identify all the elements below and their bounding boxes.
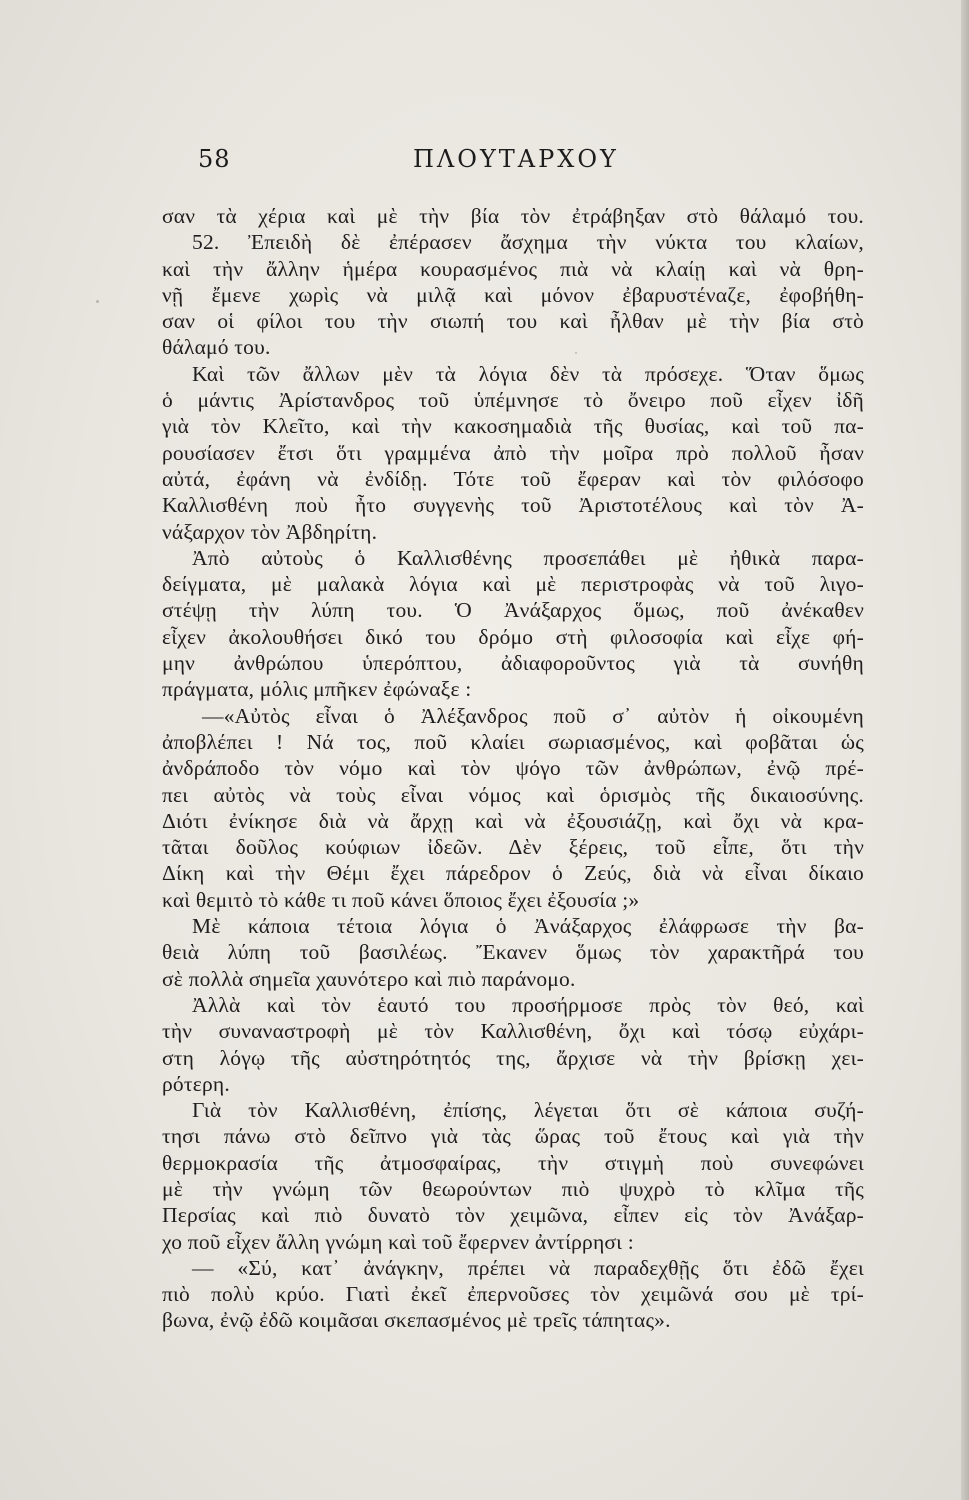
text-line: στη λόγῳ τῆς αὐστηρότητός της, ἄρχισε νὰ τὴν βρίσκῃ χει-	[162, 1045, 864, 1070]
text-line: σὲ πολλὰ σημεῖα χαυνότερο καὶ πιὸ παράνομο.	[162, 966, 576, 991]
text-line: ρότερη.	[162, 1071, 230, 1096]
text-line: τησι πάνω στὸ δεῖπνο γιὰ τὰς ὥρας τοῦ ἔτους καὶ γιὰ τὴν	[162, 1124, 864, 1149]
text-line: Ἀλλὰ καὶ τὸν ἑαυτό του προσήρμοσε πρὸς τὸν θεό, καὶ	[192, 992, 864, 1017]
paper-speck	[96, 300, 99, 303]
text-line: νάξαρχον τὸν Ἀβδηρίτη.	[162, 519, 378, 544]
text-line: τᾶται δοῦλος κούφιων ἰδεῶν. Δὲν ξέρεις, τοῦ εἶπε, ὅτι τὴν	[162, 835, 864, 860]
text-line: καὶ θεμιτὸ τὸ κάθε τι ποῦ κάνει ὅποιος ἔχει ἐξουσία ;»	[162, 887, 640, 912]
running-title: ΠΛΟΥΤΑΡΧΟΥ	[413, 145, 619, 173]
text-line: 52. Ἐπειδὴ δὲ ἐπέρασεν ἄσχημα τὴν νύκτα του κλαίων,	[192, 230, 864, 255]
text-line: ὁ μάντις Ἀρίστανδρος τοῦ ὑπέμνησε τὸ ὄνειρο ποῦ εἶχεν ἰδῆ	[162, 388, 864, 413]
page-header	[198, 145, 818, 181]
page-number: 58	[198, 145, 231, 173]
text-line: μην ἀνθρώπου ὑπερόπτου, ἀδιαφοροῦντος γιὰ τὰ συνήθη	[162, 651, 864, 676]
text-line: Διότι ἐνίκησε διὰ νὰ ἄρχῃ καὶ νὰ ἐξουσιάζῃ, καὶ ὄχι νὰ κρα-	[162, 808, 864, 833]
text-line: σαν τὰ χέρια καὶ μὲ τὴν βία τὸν ἐτράβηξαν στὸ θάλαμό του.	[162, 204, 864, 228]
text-line: θερμοκρασία τῆς ἀτμοσφαίρας, τὴν στιγμὴ ποὺ συνεφώνει	[162, 1150, 864, 1175]
text-line: πιὸ πολὺ κρύο. Γιατὶ ἐκεῖ ἐπερνοῦσες τὸν χειμῶνά σου μὲ τρί-	[162, 1282, 864, 1307]
text-line: πει αὐτὸς νὰ τοὺς εἶναι νόμος καὶ ὁρισμὸς τῆς δικαιοσύνης.	[162, 782, 864, 807]
text-line: χο ποῦ εἶχεν ἄλλη γνώμη καὶ τοῦ ἔφερνεν ἀντίρρησι :	[162, 1229, 634, 1254]
text-line: στέψῃ τὴν λύπη του. Ὁ Ἀνάξαρχος ὅμως, ποῦ ἀνέκαθεν	[162, 598, 864, 623]
text-line: βωνα, ἐνῷ ἐδῶ κοιμᾶσαι σκεπασμένος μὲ τρεῖς τάπητας».	[162, 1308, 671, 1333]
text-line: Καὶ τῶν ἄλλων μὲν τὰ λόγια δὲν τὰ πρόσεχε. Ὅταν ὅμως	[192, 361, 864, 386]
text-line: θάλαμό του.	[162, 335, 271, 360]
text-line: πράγματα, μόλις μπῆκεν ἐφώναξε :	[162, 677, 472, 702]
text-line: νῇ ἔμενε χωρὶς νὰ μιλᾷ καὶ μόνον ἐβαρυστέναζε, ἐφοβήθη-	[162, 282, 864, 307]
text-line: εἶχεν ἀκολουθήσει δικό του δρόμο στὴ φιλοσοφία καὶ εἶχε φή-	[162, 624, 864, 649]
text-line: ρουσίασεν ἔτσι ὅτι γραμμένα ἀπὸ τὴν μοῖρα πρὸ πολλοῦ ἦσαν	[162, 440, 864, 465]
text-line: — «Σύ, κατ᾽ ἀνάγκην, πρέπει νὰ παραδεχθῇς ὅτι ἐδῶ ἔχει	[192, 1255, 864, 1280]
text-line: δείγματα, μὲ μαλακὰ λόγια καὶ μὲ περιστροφὰς νὰ τοῦ λιγο-	[162, 572, 864, 597]
text-line: Περσίας καὶ πιὸ δυνατὸ τὸν χειμῶνα, εἶπεν εἰς τὸν Ἀνάξαρ-	[162, 1203, 864, 1228]
text-line: θειὰ λύπη τοῦ βασιλέως. Ἔκανεν ὅμως τὸν χαρακτῆρά του	[162, 940, 864, 965]
body-text	[162, 203, 864, 1334]
text-line: Καλλισθένη ποὺ ἦτο συγγενὴς τοῦ Ἀριστοτέλους καὶ τὸν Ἀ-	[162, 493, 864, 518]
text-line: Μὲ κάποια τέτοια λόγια ὁ Ἀνάξαρχος ἐλάφρωσε τὴν βα-	[192, 914, 864, 939]
text-line: ἀποβλέπει ! Νά τος, ποῦ κλαίει σωριασμένος, καὶ φοβᾶται ὡς	[162, 729, 864, 754]
text-line: μὲ τὴν γνώμη τῶν θεωρούντων πιὸ ψυχρὸ τὸ κλῖμα τῆς	[162, 1176, 864, 1201]
text-line: γιὰ τὸν Κλεῖτο, καὶ τὴν κακοσημαδιὰ τῆς θυσίας, καὶ τοῦ πα-	[162, 414, 864, 439]
text-line: —«Αὐτὸς εἶναι ὁ Ἀλέξανδρος ποῦ σ᾽ αὐτὸν ἡ οἰκουμένη	[202, 703, 864, 728]
text-line: καὶ τὴν ἄλλην ἡμέρα κουρασμένος πιὰ νὰ κλαίῃ καὶ νὰ θρη-	[162, 256, 864, 281]
text-line: Ἀπὸ αὐτοὺς ὁ Καλλισθένης προσεπάθει μὲ ἠθικὰ παρα-	[192, 545, 864, 570]
text-line: αὐτά, ἐφάνη νὰ ἐνδίδῃ. Τότε τοῦ ἔφεραν καὶ τὸν φιλόσοφο	[162, 466, 864, 491]
text-line: Δίκη καὶ τὴν Θέμι ἔχει πάρεδρον ὁ Ζεύς, διὰ νὰ εἶναι δίκαιο	[162, 861, 864, 886]
text-line: τὴν συναναστροφὴ μὲ τὸν Καλλισθένη, ὄχι καὶ τόσῳ εὐχάρι-	[162, 1019, 864, 1044]
text-line: ἀνδράποδο τὸν νόμο καὶ τὸν ψόγο τῶν ἀνθρώπων, ἐνῷ πρέ-	[162, 756, 864, 781]
page-edge-shadow	[961, 0, 969, 1500]
text-line: Γιὰ τὸν Καλλισθένη, ἐπίσης, λέγεται ὅτι σὲ κάποια συζή-	[192, 1098, 864, 1123]
text-line: σαν οἱ φίλοι του τὴν σιωπή του καὶ ἦλθαν μὲ τὴν βία στὸ	[162, 309, 864, 334]
